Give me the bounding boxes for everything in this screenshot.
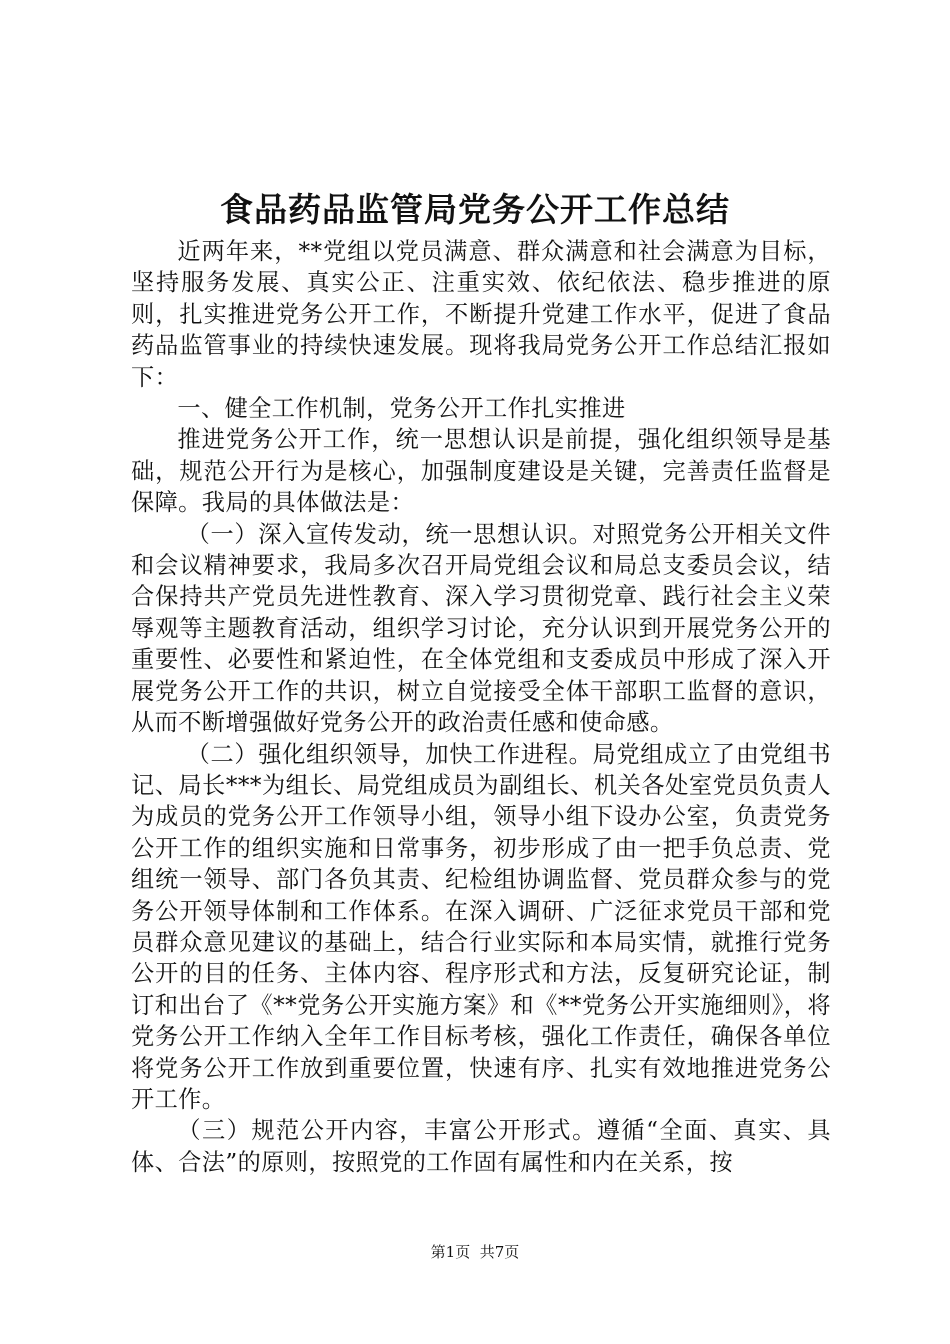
page-footer	[0, 1242, 950, 1262]
document-body	[131, 236, 831, 1178]
section-heading-1: 一、健全工作机制，党务公开工作扎实推进	[177, 395, 626, 423]
page-total: 共7页	[479, 1243, 520, 1261]
paragraph-overview: 推进党务公开工作，统一思想认识是前提，强化组织领导是基础，规范公开行为是核心，加强制度建设是关键，完善责任监督是保障。我局的具体做法是：	[131, 426, 831, 517]
document-title: 食品药品监管局党务公开工作总结	[220, 190, 730, 229]
paragraph-item-3: （三）规范公开内容，丰富公开形式。遵循“全面、真实、具体、合法”的原则，按照党的工作固有属性和内在关系，按	[131, 1117, 831, 1176]
footer-separator	[470, 1243, 480, 1261]
paragraph-item-2: （二）强化组织领导，加快工作进程。局党组成立了由党组书记、局长***为组长、局党组成员为副组长、机关各处室党员负责人为成员的党务公开工作领导小组，领导小组下设办公室，负责党务公开工作的组织实施和日常事务，初步形成了由一把手负总责、党组统一领导、部门各负其责、纪检组协调监督、党员群众参与的党务公开领导体制和工作体系。在深入调研、广泛征求党员干部和党员群众意见建议的基础上，结合行业实际和本局实情，就推行党务公开的目的任务、主体内容、程序形式和方法，反复研究论证，制订和出台了《**党务公开实施方案》和《**党务公开实施细则》，将党务公开工作纳入全年工作目标考核，强化工作责任，确保各单位将党务公开工作放到重要位置，快速有序、扎实有效地推进党务公开工作。	[131, 740, 831, 1113]
page-number: 第1页	[430, 1243, 471, 1261]
paragraph-item-1: （一）深入宣传发动，统一思想认识。对照党务公开相关文件和会议精神要求，我局多次召开局党组会议和局总支委员会议，结合保持共产党员先进性教育、深入学习贯彻党章、践行社会主义荣辱观等主题教育活动，组织学习讨论，充分认识到开展党务公开的重要性、必要性和紧迫性，在全体党组和支委成员中形成了深入开展党务公开工作的共识，树立自觉接受全体干部职工监督的意识，从而不断增强做好党务公开的政治责任感和使命感。	[131, 520, 831, 737]
paragraph-intro: 近两年来，**党组以党员满意、群众满意和社会满意为目标，坚持服务发展、真实公正、注重实效、依纪依法、稳步推进的原则，扎实推进党务公开工作，不断提升党建工作水平，促进了食品药品监管事业的持续快速发展。现将我局党务公开工作总结汇报如下：	[131, 238, 831, 391]
